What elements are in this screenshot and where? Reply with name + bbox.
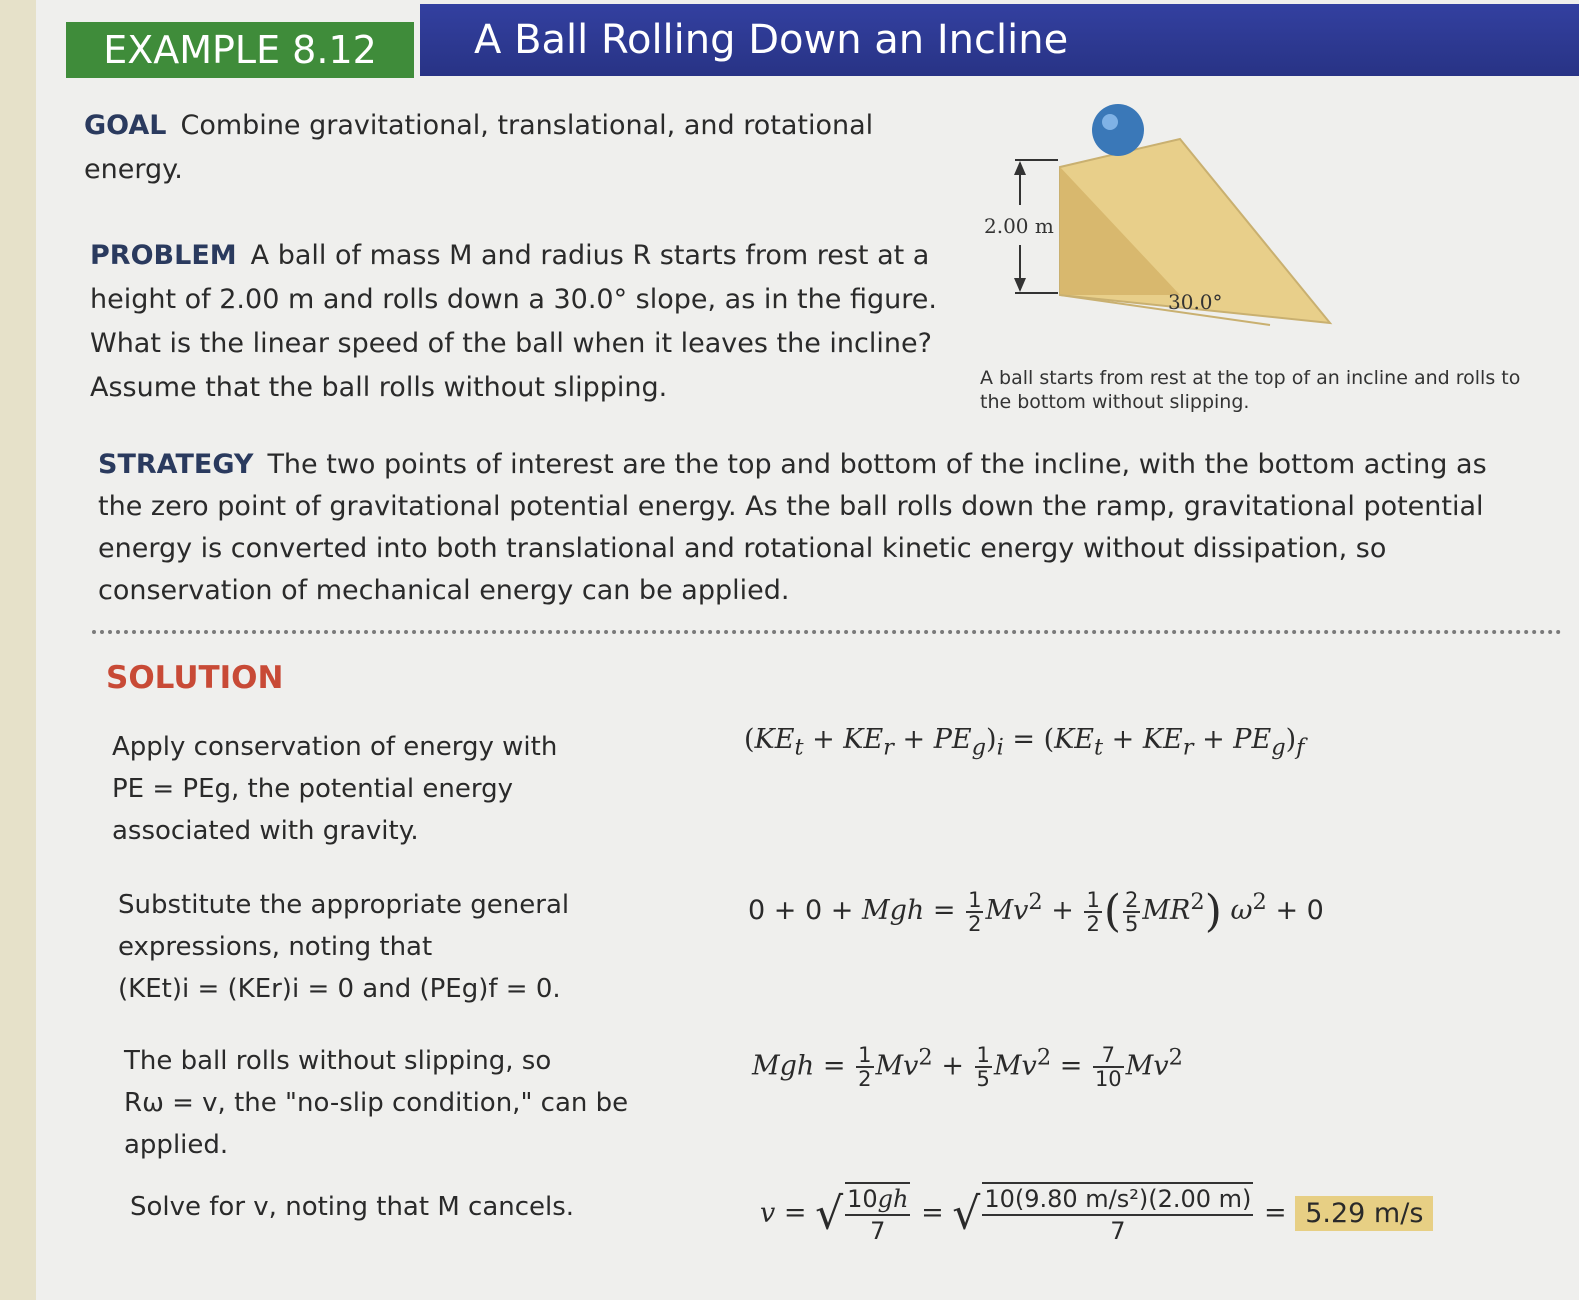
incline-figure [980, 95, 1400, 345]
step-3-line-2: Rω = v, the "no-slip condition," can be [124, 1088, 629, 1118]
height-label: 2.00 m [984, 214, 1054, 238]
step-1-line-3: associated with gravity. [112, 816, 419, 846]
step-2-line-2: expressions, noting that [118, 932, 433, 962]
strategy-section [98, 444, 1538, 612]
angle-label: 30.0° [1168, 290, 1223, 314]
step-4 [130, 1186, 574, 1228]
goal-section [84, 104, 914, 192]
step-2-line-3: (KEt)i = (KEr)i = 0 and (PEg)f = 0. [118, 974, 561, 1004]
step-3 [124, 1040, 628, 1166]
strategy-text: The two points of interest are the top and bottom of the incline, with the bottom acting as the zero point of gravitational potential energy. As the ball rolls down the ramp, gravitational potential energy is converted into both translational and rotational kinetic energy without dissipation, so conservation of mechanical energy can be applied. [98, 449, 1487, 606]
height-arrowhead-top [1014, 161, 1026, 175]
answer-highlight: 5.29 m/s [1295, 1196, 1433, 1231]
problem-label: PROBLEM [90, 240, 237, 271]
strategy-label: STRATEGY [98, 449, 254, 480]
sqrt-sign-1: √ [815, 1188, 844, 1240]
numeric-expression: 10(9.80 m/s²)(2.00 m) [982, 1184, 1253, 1216]
step-3-line-3: applied. [124, 1130, 229, 1160]
equation-2: 0 + 0 + Mgh = $\frac{1}{2}$ $Mv^2$ + $\frac{1}{2}$ ( $\frac{2}{5}$ $MR^2$) $\omega^2 + 0$ [748, 886, 1324, 937]
example-title: A Ball Rolling Down an Incline [474, 17, 1069, 63]
step-3-line-1: The ball rolls without slipping, so [124, 1046, 552, 1076]
step-4-line-1: Solve for v, noting that M cancels. [130, 1192, 575, 1222]
height-arrowhead-bottom [1014, 278, 1026, 292]
problem-section [90, 234, 950, 410]
step-1-line-1: Apply conservation of energy with [112, 732, 558, 762]
example-number: EXAMPLE 8.12 [103, 28, 377, 72]
goal-label: GOAL [84, 110, 167, 141]
ball [1092, 104, 1144, 156]
step-1 [112, 726, 557, 852]
step-1-line-2: PE = PEg, the potential energy [112, 774, 514, 804]
step-2-line-1: Substitute the appropriate general [118, 890, 570, 920]
goal-text: Combine gravitational, translational, and rotational energy. [84, 110, 874, 185]
problem-text: A ball of mass M and radius R starts from rest at a height of 2.00 m and rolls down a 30.0° slope, as in the figure. What is the linear speed of the ball when it leaves the incline? Assume that the ball rolls without slipping. [90, 240, 937, 403]
equation-3: Mgh = $\frac{1}{2}$ $Mv^2$ + $\frac{1}{5}$ $Mv^2$ = $\frac{7}{10}$ Mv$^2$ [752, 1043, 1183, 1091]
sqrt-sign-2: √ [952, 1188, 981, 1240]
equation-1: $(KE_t + KE_r + PE_g)_i = (KE_t + KE_r + PE_g)_f$ [744, 724, 1305, 761]
equation-4: v = √ $\frac{10gh}{7}$ = √ $\frac{\text{10(9.80 m/s²)(2.00 m)}}{7}$ = 5.29 m/s [760, 1182, 1433, 1246]
figure-caption: A ball starts from rest at the top of an incline and rolls to the bottom without slipping. [980, 367, 1521, 413]
solution-label: SOLUTION [106, 660, 284, 696]
example-number-banner [66, 22, 414, 78]
step-2 [118, 884, 569, 1010]
title-banner [420, 4, 1579, 76]
ball-highlight [1102, 114, 1118, 130]
section-divider [92, 630, 1562, 634]
